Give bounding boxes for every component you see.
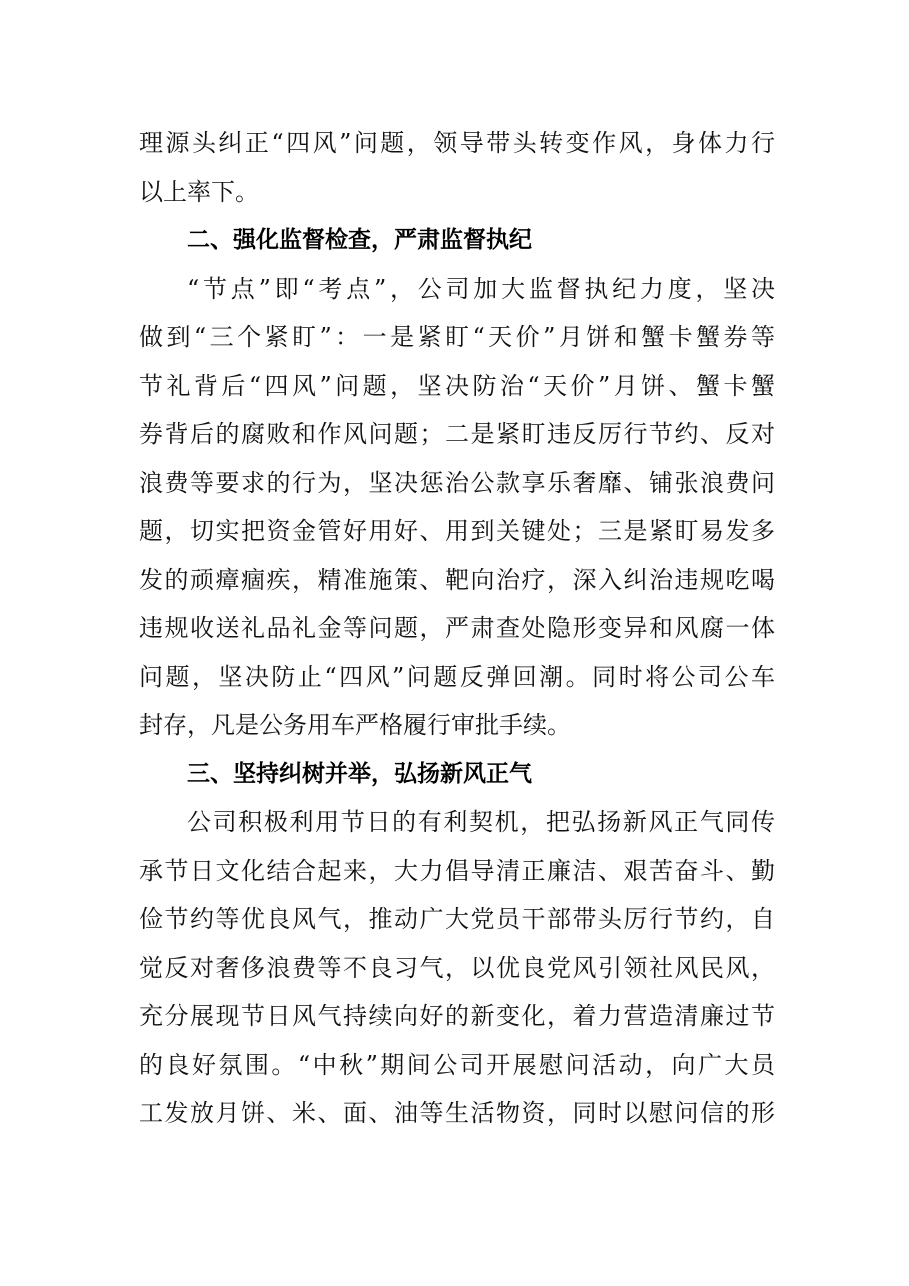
- body-text-line: 觉反对奢侈浪费等不良习气，以优良党风引领社风民风，: [139, 953, 775, 982]
- body-text-line: 充分展现节日风气持续向好的新变化，着力营造清廉过节: [139, 1002, 775, 1030]
- body-text-line: 节礼背后“四风”问题，坚决防治“天价”月饼、蟹卡蟹: [139, 371, 775, 400]
- body-text-line: 问题，坚决防止“四风”问题反弹回潮。同时将公司公车: [139, 662, 775, 691]
- body-text-line: 券背后的腐败和作风问题；二是紧盯违反厉行节约、反对: [139, 420, 775, 448]
- document-body: [139, 119, 775, 1138]
- body-text-line: 的良好氛围。“中秋”期间公司开展慰问活动，向广大员: [139, 1050, 775, 1079]
- body-text-line: 发的顽瘴痼疾，精准施策、靶向治疗，深入纠治违规吃喝: [139, 565, 775, 594]
- body-text-line: 工发放月饼、米、面、油等生活物资，同时以慰问信的形: [139, 1099, 775, 1127]
- body-text-line: 封存，凡是公务用车严格履行审批手续。: [139, 711, 571, 739]
- body-text-line: 俭节约等优良风气，推动广大党员干部带头厉行节约，自: [139, 905, 775, 933]
- body-text-line: 公司积极利用节日的有利契机，把弘扬新风正气同传: [187, 808, 775, 836]
- body-text-line: 浪费等要求的行为，坚决惩治公款享乐奢靡、铺张浪费问: [139, 468, 775, 497]
- section-heading: 三、坚持纠树并举，弘扬新风正气: [187, 760, 532, 787]
- body-text-line: 承节日文化结合起来，大力倡导清正廉洁、艰苦奋斗、勤: [139, 856, 775, 885]
- body-text-line: 以上率下。: [139, 177, 259, 206]
- body-text-line: 理源头纠正“四风”问题，领导带头转变作风，身体力行: [139, 129, 775, 157]
- body-text-line: “节点”即“考点”，公司加大监督执纪力度，坚决: [187, 274, 775, 303]
- body-text-line: 违规收送礼品礼金等问题，严肃查处隐形变异和风腐一体: [139, 614, 775, 642]
- section-heading: 二、强化监督检查，严肃监督执纪: [187, 227, 532, 253]
- body-text-line: 题，切实把资金管好用好、用到关键处；三是紧盯易发多: [139, 517, 775, 545]
- body-text-line: 做到“三个紧盯”：一是紧盯“天价”月饼和蟹卡蟹券等: [139, 323, 775, 351]
